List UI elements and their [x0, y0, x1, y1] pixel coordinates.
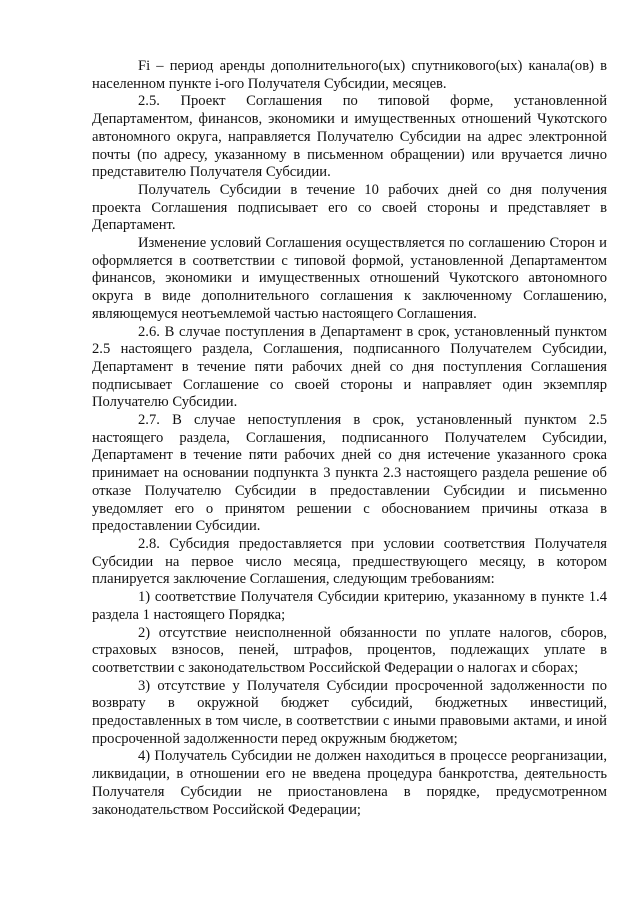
paragraph-2-5: 2.5. Проект Соглашения по типовой форме, установленной Департаментом, финансов, экономики и имущественных отношений Чукотского автономного округа, направляется Получателю Субсидии на адрес электронной почты (по адресу, указанному в письменном обращении) или вручается лично представителю Получателя Субсидии.	[92, 93, 607, 181]
requirement-4: 4) Получатель Субсидии не должен находиться в процессе реорганизации, ликвидации, в отношении его не введена процедура банкротства, деятельность Получателя Субсидии не приостановлена в порядке, предусмотренном законодательством Российской Федерации;	[92, 748, 607, 818]
paragraph-2-5-signing: Получатель Субсидии в течение 10 рабочих дней со дня получения проекта Соглашения подписывает его со своей стороны и представляет в Департамент.	[92, 181, 607, 234]
paragraph-2-6: 2.6. В случае поступления в Департамент в срок, установленный пунктом 2.5 настоящего раздела, Соглашения, подписанного Получателем Субсидии, Департамент в течение пяти рабочих дней со дня поступления Соглашения подписывает Соглашение со своей стороны и направляет один экземпляр Получателю Субсидии.	[92, 323, 607, 411]
paragraph-2-8: 2.8. Субсидия предоставляется при условии соответствия Получателя Субсидии на первое число месяца, предшествующего месяцу, в котором планируется заключение Соглашения, следующим требованиям:	[92, 535, 607, 588]
requirement-1: 1) соответствие Получателя Субсидии критерию, указанному в пункте 1.4 раздела 1 настоящего Порядка;	[92, 589, 607, 623]
requirement-3: 3) отсутствие у Получателя Субсидии просроченной задолженности по возврату в окружной бюджет субсидий, бюджетных инвестиций, предоставленных в том числе, в соответствии с иными правовыми актами, и иной просроченной задолженности перед окружным бюджетом;	[92, 677, 607, 747]
paragraph-2-7: 2.7. В случае непоступления в срок, установленный пунктом 2.5 настоящего раздела, Соглашения, подписанного Получателем Субсидии, Департамент в течение пяти рабочих дней со дня истечение указанного срока принимает на основании подпункта 3 пункта 2.3 настоящего раздела решение об отказе Получателю Субсидии в предоставлении Субсидии и письменно уведомляет его о принятом решении с обоснованием причины отказа в предоставлении Субсидии.	[92, 412, 607, 535]
requirement-2: 2) отсутствие неисполненной обязанности по уплате налогов, сборов, страховых взносов, пеней, штрафов, процентов, подлежащих уплате в соответствии с законодательством Российской Федерации о налогах и сборах;	[92, 624, 607, 676]
paragraph-2-5-amendment: Изменение условий Соглашения осуществляется по соглашению Сторон и оформляется в соответствии с типовой формой, установленной Департаментом финансов, экономики и имущественных отношений Чукотского автономного округа в виде дополнительного соглашения к заключенному Соглашению, являющемуся неотъемлемой частью настоящего Соглашения.	[92, 235, 607, 322]
paragraph-fi-definition: Fi – период аренды дополнительного(ых) спутникового(ых) канала(ов) в населенном пункте i-ого Получателя Субсидии, месяцев.	[92, 58, 607, 92]
